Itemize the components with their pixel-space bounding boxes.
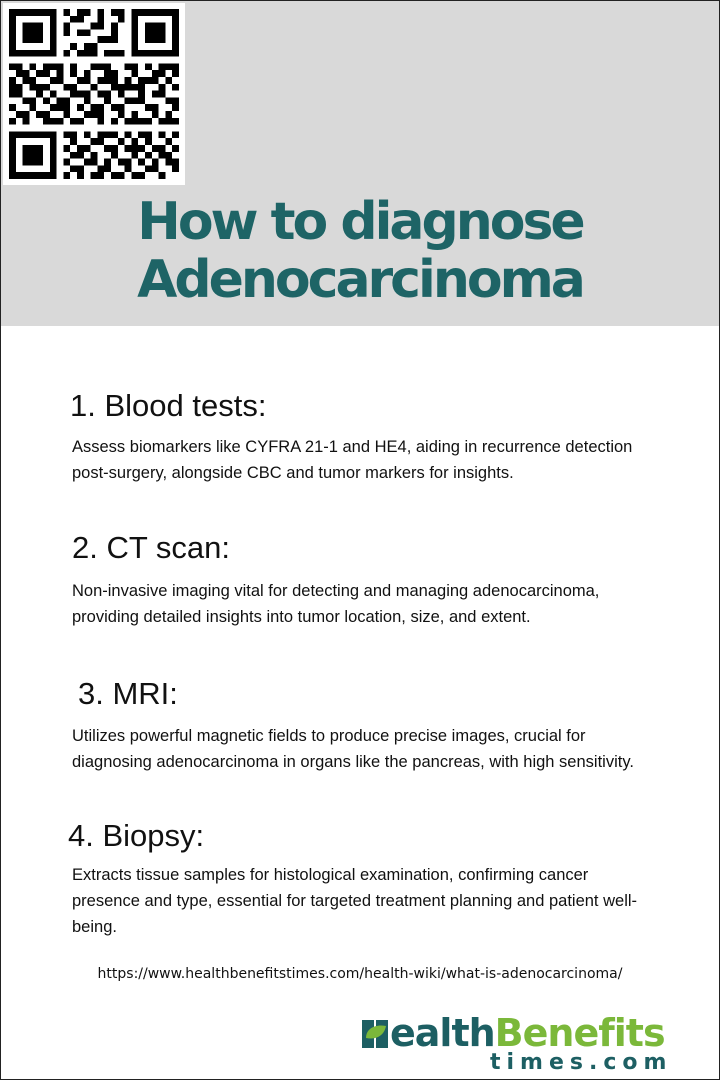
page-title-line1: How to diagnose <box>137 192 583 252</box>
section-body-ct-scan: Non-invasive imaging vital for detecting and managing adenocarcinoma, providing detailed insights into tumor location, size, and extent. <box>72 582 600 626</box>
section-heading-ct-scan: 2. CT scan: <box>72 530 230 565</box>
qr-code-icon <box>3 3 185 185</box>
section-body-biopsy: Extracts tissue samples for histological examination, confirming cancer presence and type, essential for targeted treatment planning and patient well-being. <box>72 866 638 936</box>
section-heading-biopsy: 4. Biopsy: <box>68 818 205 853</box>
section-body-mri: Utilizes powerful magnetic fields to produce precise images, crucial for diagnosing adenocarcinoma in organs like the pancreas, with high sensitivity. <box>72 727 634 771</box>
brand-logo <box>360 1010 680 1076</box>
source-url: https://www.healthbenefitstimes.com/health-wiki/what-is-adenocarcinoma/ <box>97 966 623 982</box>
section-heading-mri: 3. MRI: <box>78 676 178 711</box>
leaf-icon <box>360 1018 390 1052</box>
page-title-line2: Adenocarcinoma <box>137 250 583 310</box>
logo-text-benefits: Benefits <box>494 1011 665 1055</box>
logo-text-times: times.com <box>490 1050 673 1075</box>
section-body-blood-tests: Assess biomarkers like CYFRA 21-1 and HE4, aiding in recurrence detection post-surgery, alongside CBC and tumor markers for insights. <box>72 438 633 482</box>
logo-text-health: ealth <box>390 1011 495 1055</box>
section-heading-blood-tests: 1. Blood tests: <box>70 388 267 423</box>
